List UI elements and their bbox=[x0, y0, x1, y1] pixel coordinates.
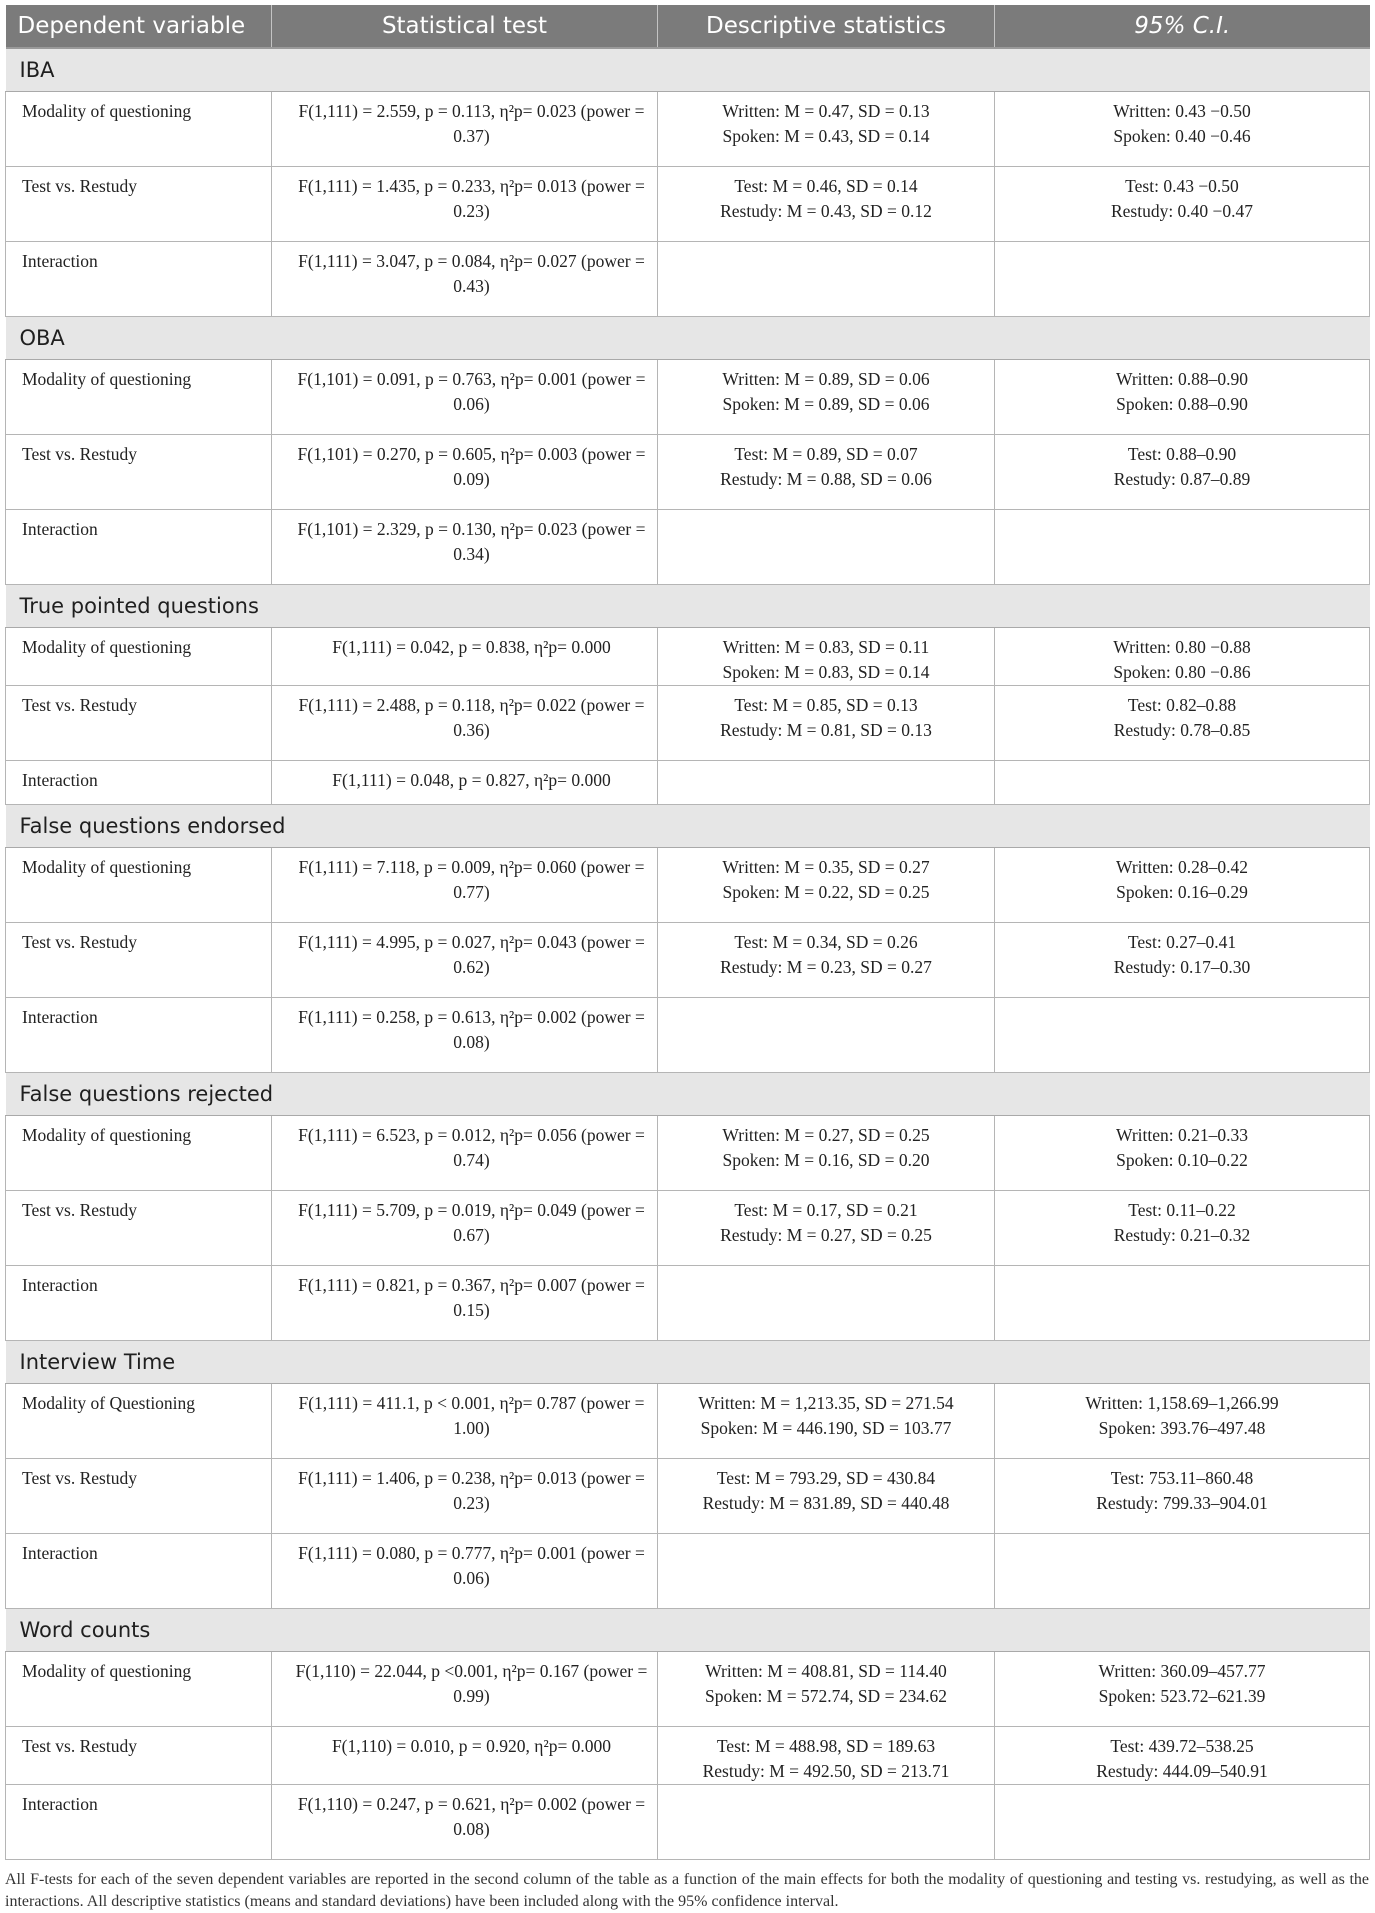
group-row bbox=[6, 1073, 1370, 1116]
confidence-interval-cell bbox=[995, 510, 1370, 585]
confidence-interval-line: Written: 0.88–0.90 bbox=[1116, 369, 1248, 389]
statistical-test-cell: F(1,111) = 6.523, p = 0.012, η²p= 0.056 (power = 0.74) bbox=[272, 1116, 658, 1191]
confidence-interval-cell bbox=[995, 761, 1370, 805]
descriptive-stats-cell bbox=[658, 242, 995, 317]
confidence-interval-cell bbox=[995, 242, 1370, 317]
descriptive-stats-line: Restudy: M = 0.43, SD = 0.12 bbox=[720, 201, 932, 221]
statistical-test-cell: F(1,101) = 0.091, p = 0.763, η²p= 0.001 (power = 0.06) bbox=[272, 360, 658, 435]
descriptive-stats-line: Spoken: M = 572.74, SD = 234.62 bbox=[705, 1686, 947, 1706]
descriptive-stats-line: Written: M = 1,213.35, SD = 271.54 bbox=[698, 1393, 954, 1413]
descriptive-stats-cell bbox=[658, 686, 995, 761]
descriptive-stats-cell bbox=[658, 167, 995, 242]
row-label: Modality of questioning bbox=[6, 92, 272, 167]
confidence-interval-cell bbox=[995, 360, 1370, 435]
descriptive-stats-line: Spoken: M = 0.83, SD = 0.14 bbox=[722, 662, 930, 682]
descriptive-stats-line: Spoken: M = 0.89, SD = 0.06 bbox=[722, 394, 930, 414]
confidence-interval-line: Written: 0.80 −0.88 bbox=[1113, 637, 1251, 657]
descriptive-stats-cell bbox=[658, 92, 995, 167]
table-row bbox=[6, 92, 1370, 167]
descriptive-stats-line: Restudy: M = 0.88, SD = 0.06 bbox=[720, 469, 932, 489]
confidence-interval-cell bbox=[995, 1384, 1370, 1459]
confidence-interval-line: Spoken: 0.88–0.90 bbox=[1116, 394, 1248, 414]
row-label: Modality of questioning bbox=[6, 848, 272, 923]
descriptive-stats-line: Restudy: M = 0.23, SD = 0.27 bbox=[720, 957, 932, 977]
descriptive-stats-line: Restudy: M = 0.27, SD = 0.25 bbox=[720, 1225, 932, 1245]
table-row bbox=[6, 761, 1370, 805]
descriptive-stats-line: Written: M = 0.83, SD = 0.11 bbox=[722, 637, 930, 657]
table-footnote: All F-tests for each of the seven dependent variables are reported in the second column of the table as a function of the main effects for both the modality of questioning and testing vs. restudying, as well as the interactions. All descriptive statistics (means and standard deviations) have been included along with the 95% confidence interval. bbox=[5, 1871, 1369, 1910]
confidence-interval-line: Spoken: 393.76–497.48 bbox=[1098, 1418, 1266, 1438]
confidence-interval-line: Restudy: 799.33–904.01 bbox=[1096, 1493, 1268, 1513]
descriptive-stats-cell bbox=[658, 1652, 995, 1727]
row-label: Test vs. Restudy bbox=[6, 1727, 272, 1785]
table-header bbox=[6, 5, 1370, 48]
row-label: Test vs. Restudy bbox=[6, 435, 272, 510]
descriptive-stats-cell bbox=[658, 435, 995, 510]
confidence-interval-cell bbox=[995, 1191, 1370, 1266]
descriptive-stats-line: Written: M = 0.27, SD = 0.25 bbox=[722, 1125, 930, 1145]
statistical-test-cell: F(1,111) = 1.406, p = 0.238, η²p= 0.013 (power = 0.23) bbox=[272, 1459, 658, 1534]
group-row bbox=[6, 585, 1370, 628]
table-row bbox=[6, 998, 1370, 1073]
descriptive-stats-line: Spoken: M = 0.16, SD = 0.20 bbox=[722, 1150, 930, 1170]
descriptive-stats-cell bbox=[658, 1459, 995, 1534]
confidence-interval-line: Test: 0.11–0.22 bbox=[1128, 1200, 1236, 1220]
table-body bbox=[6, 48, 1370, 1860]
results-table-page bbox=[5, 5, 1369, 1913]
row-label: Interaction bbox=[6, 1534, 272, 1609]
row-label: Interaction bbox=[6, 1785, 272, 1860]
group-title: Word counts bbox=[6, 1609, 1370, 1652]
table-row bbox=[6, 1727, 1370, 1785]
confidence-interval-line: Test: 0.88–0.90 bbox=[1127, 444, 1237, 464]
row-label: Modality of questioning bbox=[6, 360, 272, 435]
confidence-interval-line: Test: 439.72–538.25 bbox=[1110, 1736, 1254, 1756]
descriptive-stats-line: Restudy: M = 0.81, SD = 0.13 bbox=[720, 720, 932, 740]
header-descriptive-statistics: Descriptive statistics bbox=[658, 5, 995, 48]
descriptive-stats-line: Test: M = 0.46, SD = 0.14 bbox=[734, 176, 918, 196]
confidence-interval-line: Written: 1,158.69–1,266.99 bbox=[1085, 1393, 1279, 1413]
group-title: IBA bbox=[6, 48, 1370, 92]
confidence-interval-cell bbox=[995, 1116, 1370, 1191]
statistical-test-cell: F(1,111) = 4.995, p = 0.027, η²p= 0.043 (power = 0.62) bbox=[272, 923, 658, 998]
group-title: Interview Time bbox=[6, 1341, 1370, 1384]
descriptive-stats-cell bbox=[658, 923, 995, 998]
confidence-interval-cell bbox=[995, 167, 1370, 242]
statistical-test-cell: F(1,111) = 1.435, p = 0.233, η²p= 0.013 (power = 0.23) bbox=[272, 167, 658, 242]
table-row bbox=[6, 1459, 1370, 1534]
table-row bbox=[6, 848, 1370, 923]
confidence-interval-line: Spoken: 0.10–0.22 bbox=[1116, 1150, 1248, 1170]
statistical-test-cell: F(1,111) = 0.048, p = 0.827, η²p= 0.000 bbox=[272, 761, 658, 805]
group-row bbox=[6, 48, 1370, 92]
confidence-interval-cell bbox=[995, 686, 1370, 761]
group-row bbox=[6, 1341, 1370, 1384]
group-title: False questions endorsed bbox=[6, 805, 1370, 848]
statistical-test-cell: F(1,101) = 0.270, p = 0.605, η²p= 0.003 (power = 0.09) bbox=[272, 435, 658, 510]
confidence-interval-line: Written: 0.28–0.42 bbox=[1116, 857, 1248, 877]
header-dependent-variable: Dependent variable bbox=[6, 5, 272, 48]
table-row bbox=[6, 923, 1370, 998]
table-row bbox=[6, 510, 1370, 585]
descriptive-stats-line: Test: M = 0.17, SD = 0.21 bbox=[734, 1200, 918, 1220]
confidence-interval-cell bbox=[995, 1785, 1370, 1860]
table-row bbox=[6, 242, 1370, 317]
confidence-interval-line: Spoken: 0.16–0.29 bbox=[1116, 882, 1248, 902]
statistical-test-cell: F(1,110) = 0.010, p = 0.920, η²p= 0.000 bbox=[272, 1727, 658, 1785]
group-title: False questions rejected bbox=[6, 1073, 1370, 1116]
table-row bbox=[6, 1191, 1370, 1266]
descriptive-stats-line: Test: M = 0.89, SD = 0.07 bbox=[734, 444, 918, 464]
descriptive-stats-line: Written: M = 0.89, SD = 0.06 bbox=[722, 369, 930, 389]
descriptive-stats-cell bbox=[658, 628, 995, 686]
confidence-interval-line: Test: 0.82–0.88 bbox=[1127, 695, 1237, 715]
row-label: Test vs. Restudy bbox=[6, 923, 272, 998]
group-row bbox=[6, 317, 1370, 360]
statistical-test-cell: F(1,101) = 2.329, p = 0.130, η²p= 0.023 (power = 0.34) bbox=[272, 510, 658, 585]
confidence-interval-line: Test: 0.27–0.41 bbox=[1127, 932, 1237, 952]
descriptive-stats-cell bbox=[658, 1727, 995, 1785]
confidence-interval-cell bbox=[995, 848, 1370, 923]
confidence-interval-line: Spoken: 523.72–621.39 bbox=[1098, 1686, 1266, 1706]
confidence-interval-line: Restudy: 0.21–0.32 bbox=[1113, 1225, 1251, 1245]
confidence-interval-line: Restudy: 0.17–0.30 bbox=[1113, 957, 1251, 977]
row-label: Interaction bbox=[6, 242, 272, 317]
descriptive-stats-cell bbox=[658, 1266, 995, 1341]
table-row bbox=[6, 1266, 1370, 1341]
table-row bbox=[6, 1652, 1370, 1727]
row-label: Interaction bbox=[6, 998, 272, 1073]
descriptive-stats-line: Test: M = 0.85, SD = 0.13 bbox=[734, 695, 918, 715]
row-label: Interaction bbox=[6, 761, 272, 805]
descriptive-stats-line: Restudy: M = 492.50, SD = 213.71 bbox=[702, 1761, 950, 1781]
confidence-interval-cell bbox=[995, 1266, 1370, 1341]
group-row bbox=[6, 805, 1370, 848]
table-row bbox=[6, 686, 1370, 761]
descriptive-stats-cell bbox=[658, 998, 995, 1073]
descriptive-stats-cell bbox=[658, 360, 995, 435]
confidence-interval-cell bbox=[995, 923, 1370, 998]
group-title: OBA bbox=[6, 317, 1370, 360]
statistical-test-cell: F(1,111) = 0.258, p = 0.613, η²p= 0.002 (power = 0.08) bbox=[272, 998, 658, 1073]
confidence-interval-line: Spoken: 0.40 −0.46 bbox=[1113, 126, 1251, 146]
table-row bbox=[6, 1116, 1370, 1191]
descriptive-stats-line: Test: M = 793.29, SD = 430.84 bbox=[716, 1468, 936, 1488]
confidence-interval-cell bbox=[995, 628, 1370, 686]
descriptive-stats-cell bbox=[658, 848, 995, 923]
statistical-test-cell: F(1,111) = 0.042, p = 0.838, η²p= 0.000 bbox=[272, 628, 658, 686]
confidence-interval-cell bbox=[995, 1652, 1370, 1727]
table-row bbox=[6, 360, 1370, 435]
descriptive-stats-cell bbox=[658, 1534, 995, 1609]
confidence-interval-cell bbox=[995, 1727, 1370, 1785]
header-confidence-interval: 95% C.I. bbox=[995, 5, 1370, 48]
descriptive-stats-line: Written: M = 0.47, SD = 0.13 bbox=[722, 101, 930, 121]
statistical-test-cell: F(1,111) = 411.1, p < 0.001, η²p= 0.787 (power = 1.00) bbox=[272, 1384, 658, 1459]
statistical-test-cell: F(1,111) = 2.488, p = 0.118, η²p= 0.022 (power = 0.36) bbox=[272, 686, 658, 761]
table-row bbox=[6, 628, 1370, 686]
confidence-interval-line: Restudy: 0.78–0.85 bbox=[1113, 720, 1251, 740]
descriptive-stats-cell bbox=[658, 1191, 995, 1266]
statistical-test-cell: F(1,111) = 0.080, p = 0.777, η²p= 0.001 (power = 0.06) bbox=[272, 1534, 658, 1609]
confidence-interval-line: Written: 0.43 −0.50 bbox=[1113, 101, 1251, 121]
descriptive-stats-line: Restudy: M = 831.89, SD = 440.48 bbox=[702, 1493, 950, 1513]
statistical-test-cell: F(1,111) = 2.559, p = 0.113, η²p= 0.023 (power = 0.37) bbox=[272, 92, 658, 167]
descriptive-stats-cell bbox=[658, 510, 995, 585]
descriptive-stats-line: Test: M = 0.34, SD = 0.26 bbox=[734, 932, 918, 952]
row-label: Modality of Questioning bbox=[6, 1384, 272, 1459]
row-label: Modality of questioning bbox=[6, 1652, 272, 1727]
descriptive-stats-line: Spoken: M = 0.43, SD = 0.14 bbox=[722, 126, 930, 146]
confidence-interval-cell bbox=[995, 1459, 1370, 1534]
table-row bbox=[6, 435, 1370, 510]
header-row bbox=[6, 5, 1370, 48]
group-row bbox=[6, 1609, 1370, 1652]
confidence-interval-line: Restudy: 0.40 −0.47 bbox=[1110, 201, 1254, 221]
descriptive-stats-cell bbox=[658, 1116, 995, 1191]
row-label: Modality of questioning bbox=[6, 1116, 272, 1191]
group-title: True pointed questions bbox=[6, 585, 1370, 628]
confidence-interval-line: Written: 360.09–457.77 bbox=[1098, 1661, 1266, 1681]
table-row bbox=[6, 1534, 1370, 1609]
descriptive-stats-cell bbox=[658, 1785, 995, 1860]
confidence-interval-line: Test: 0.43 −0.50 bbox=[1125, 176, 1239, 196]
descriptive-stats-line: Spoken: M = 0.22, SD = 0.25 bbox=[722, 882, 930, 902]
row-label: Modality of questioning bbox=[6, 628, 272, 686]
statistical-test-cell: F(1,111) = 3.047, p = 0.084, η²p= 0.027 (power = 0.43) bbox=[272, 242, 658, 317]
header-statistical-test: Statistical test bbox=[272, 5, 658, 48]
confidence-interval-cell bbox=[995, 435, 1370, 510]
row-label: Test vs. Restudy bbox=[6, 1459, 272, 1534]
row-label: Test vs. Restudy bbox=[6, 1191, 272, 1266]
row-label: Interaction bbox=[6, 510, 272, 585]
results-table bbox=[5, 5, 1370, 1860]
descriptive-stats-line: Written: M = 0.35, SD = 0.27 bbox=[722, 857, 930, 877]
statistical-test-cell: F(1,110) = 0.247, p = 0.621, η²p= 0.002 (power = 0.08) bbox=[272, 1785, 658, 1860]
row-label: Test vs. Restudy bbox=[6, 167, 272, 242]
confidence-interval-line: Test: 753.11–860.48 bbox=[1110, 1468, 1254, 1488]
confidence-interval-line: Spoken: 0.80 −0.86 bbox=[1113, 662, 1251, 682]
confidence-interval-line: Written: 0.21–0.33 bbox=[1116, 1125, 1248, 1145]
confidence-interval-line: Restudy: 444.09–540.91 bbox=[1096, 1761, 1268, 1781]
statistical-test-cell: F(1,111) = 7.118, p = 0.009, η²p= 0.060 (power = 0.77) bbox=[272, 848, 658, 923]
descriptive-stats-line: Spoken: M = 446.190, SD = 103.77 bbox=[700, 1418, 952, 1438]
descriptive-stats-cell bbox=[658, 1384, 995, 1459]
row-label: Test vs. Restudy bbox=[6, 686, 272, 761]
descriptive-stats-cell bbox=[658, 761, 995, 805]
confidence-interval-cell bbox=[995, 92, 1370, 167]
statistical-test-cell: F(1,111) = 5.709, p = 0.019, η²p= 0.049 (power = 0.67) bbox=[272, 1191, 658, 1266]
descriptive-stats-line: Written: M = 408.81, SD = 114.40 bbox=[705, 1661, 947, 1681]
table-row bbox=[6, 1785, 1370, 1860]
confidence-interval-line: Restudy: 0.87–0.89 bbox=[1113, 469, 1251, 489]
table-row bbox=[6, 1384, 1370, 1459]
row-label: Interaction bbox=[6, 1266, 272, 1341]
descriptive-stats-line: Test: M = 488.98, SD = 189.63 bbox=[716, 1736, 936, 1756]
statistical-test-cell: F(1,110) = 22.044, p <0.001, η²p= 0.167 (power = 0.99) bbox=[272, 1652, 658, 1727]
confidence-interval-cell bbox=[995, 998, 1370, 1073]
confidence-interval-cell bbox=[995, 1534, 1370, 1609]
table-row bbox=[6, 167, 1370, 242]
statistical-test-cell: F(1,111) = 0.821, p = 0.367, η²p= 0.007 (power = 0.15) bbox=[272, 1266, 658, 1341]
